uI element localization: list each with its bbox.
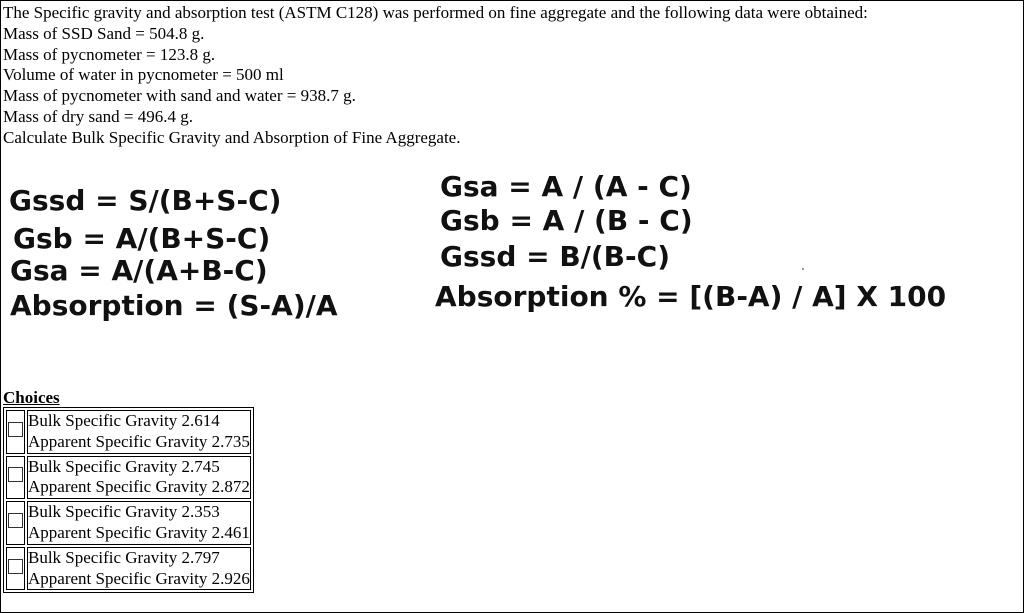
- choices-table: [3, 407, 254, 593]
- choice-checkbox-cell[interactable]: [6, 501, 25, 545]
- checkbox[interactable]: [8, 513, 23, 528]
- formula-gsa-left: Gsa = A/(A+B-C): [10, 254, 268, 287]
- choice-row[interactable]: [6, 410, 251, 454]
- choice-row[interactable]: [6, 547, 251, 591]
- given-ssd-mass: Mass of SSD Sand = 504.8 g.: [3, 23, 205, 43]
- choice-row[interactable]: [6, 456, 251, 500]
- choice-checkbox-cell[interactable]: [6, 456, 25, 500]
- checkbox[interactable]: [8, 559, 23, 574]
- checkbox[interactable]: [8, 467, 23, 482]
- formula-image: [0, 166, 1024, 341]
- choice-text: [27, 501, 251, 545]
- formula-absorption-left: Absorption = (S-A)/A: [10, 289, 338, 322]
- checkbox[interactable]: [8, 422, 23, 437]
- stray-dot: [802, 268, 804, 270]
- given-dry-sand-mass: Mass of dry sand = 496.4 g.: [3, 106, 193, 126]
- formula-gsb-right: Gsb = A / (B - C): [440, 204, 693, 237]
- choice-checkbox-cell[interactable]: [6, 547, 25, 591]
- question-text: [3, 3, 868, 149]
- formula-gssd-right: Gssd = B/(B-C): [440, 240, 670, 273]
- choice-bulk-sg: Bulk Specific Gravity 2.797: [28, 547, 220, 567]
- choice-bulk-sg: Bulk Specific Gravity 2.745: [28, 456, 220, 476]
- choice-row[interactable]: [6, 501, 251, 545]
- choice-apparent-sg: Apparent Specific Gravity 2.926: [28, 568, 250, 588]
- choice-text: [27, 456, 251, 500]
- choice-bulk-sg: Bulk Specific Gravity 2.353: [28, 502, 220, 522]
- given-pycnometer-sand-water-mass: Mass of pycnometer with sand and water = 938.7 g.: [3, 86, 356, 106]
- given-water-volume: Volume of water in pycnometer = 500 ml: [3, 65, 284, 85]
- formula-gsb-left: Gsb = A/(B+S-C): [13, 222, 271, 255]
- choice-apparent-sg: Apparent Specific Gravity 2.872: [28, 477, 250, 497]
- choice-apparent-sg: Apparent Specific Gravity 2.735: [28, 431, 250, 451]
- choice-bulk-sg: Bulk Specific Gravity 2.614: [28, 411, 220, 430]
- given-pycnometer-mass: Mass of pycnometer = 123.8 g.: [3, 44, 216, 64]
- question-prompt: Calculate Bulk Specific Gravity and Absorption of Fine Aggregate.: [3, 127, 461, 147]
- formula-absorption-right: Absorption % = [(B-A) / A] X 100: [435, 280, 947, 313]
- choice-apparent-sg: Apparent Specific Gravity 2.461: [28, 522, 250, 542]
- choices-label: Choices: [3, 388, 60, 407]
- formula-gsa-right: Gsa = A / (A - C): [440, 170, 692, 203]
- question-intro: The Specific gravity and absorption test (ASTM C128) was performed on fine aggregate and the following data were obtained:: [3, 3, 868, 22]
- choice-text: [27, 547, 251, 591]
- choice-text: [27, 410, 251, 454]
- formula-gssd-left: Gssd = S/(B+S-C): [9, 184, 282, 217]
- choice-checkbox-cell[interactable]: [6, 410, 25, 454]
